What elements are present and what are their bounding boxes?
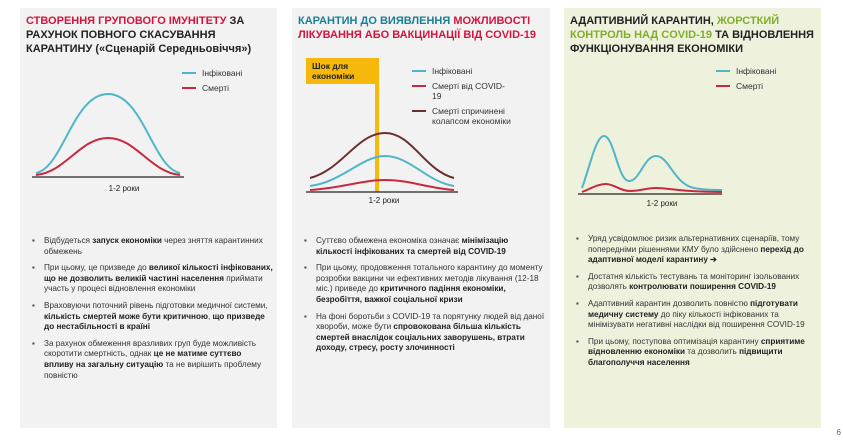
bullet-item: ▪ При цьому, поступова оптимізація карантину сприятиме відновленню економіки та дозволить підвищити благополуччя населення	[574, 337, 818, 369]
x-axis-label: 1-2 роки	[368, 196, 400, 205]
x-axis-label: 1-2 роки	[646, 199, 678, 208]
scenario-panel-quarantine-until-vaccine	[292, 8, 550, 428]
infected-curve	[582, 136, 722, 190]
bullet-item: ▪ На фоні боротьби з COVID-19 та порятунку людей від даної хвороби, може бути спровокована більша кількість смертей внаслідок соціальних заворушень, втрати доходу, стресу, росту злочинності	[302, 312, 546, 354]
scenario-panel-adaptive-quarantine	[564, 8, 821, 428]
panel-title: АДАПТИВНИЙ КАРАНТИН, ЖОРСТКИЙ КОНТРОЛЬ НАД COVID-19 ТА ВІДНОВЛЕННЯ ФУНКЦІОНУВАННЯ ЕКОНОМІКИ	[570, 15, 814, 55]
bullet-item: ▪ Суттєво обмежена економіка означає мінімізацію кількості інфікованих та смертей від COVID-19	[302, 236, 546, 257]
bullet-list	[574, 234, 818, 375]
legend	[182, 68, 274, 98]
panel-title: КАРАНТИН ДО ВИЯВЛЕННЯ МОЖЛИВОСТІ ЛІКУВАННЯ АБО ВАКЦИНАЦІЇ ВІД COVID-19	[298, 15, 536, 41]
panel-title: СТВОРЕННЯ ГРУПОВОГО ІМУНІТЕТУ ЗА РАХУНОК ПОВНОГО СКАСУВАННЯ КАРАНТИНУ («Сценарій Середньовіччя»)	[26, 15, 252, 55]
infected-curve	[310, 156, 454, 186]
legend-item-deaths: Смерті	[182, 83, 274, 93]
legend-item-economy-deaths: Смерті спричинені колапсом економіки	[412, 106, 544, 126]
legend-item-infected: Інфіковані	[182, 68, 274, 78]
scenario-panel-herd-immunity	[20, 8, 277, 428]
deaths-curve	[310, 180, 454, 190]
legend-item-infected: Інфіковані	[716, 66, 816, 76]
deaths-curve	[36, 138, 180, 175]
bullet-item: ▪ Адаптивний карантин дозволить повністю підготувати медичну систему до піку кількості інфікованих та мінімізувати негативні наслідки від поширення COVID-19	[574, 299, 818, 331]
bullet-item: ▪ При цьому, це призведе до великої кількості інфікованих, що не дозволить великій частині населення приймати участь у процесі відновлення економіки	[30, 263, 273, 295]
bullet-item: ▪ При цьому, продовження тотального карантину до моменту розробки вакцини чи ефективних методів лікування (12-18 міс.) приведе до критичного падіння економіки, безробіття, важкої соціальної кризи	[302, 263, 546, 305]
bullet-item: ▪ Достатня кількість тестувань та моніторинг ізольованих дозволять контролювати поширення COVID-19	[574, 272, 818, 293]
bullet-list	[30, 236, 273, 387]
legend-item-covid-deaths: Смерті від COVID-19	[412, 81, 544, 101]
infection-curve-chart	[28, 76, 188, 180]
bullet-item: ▪ Враховуючи поточний рівень підготовки медичної системи, кількість смертей може бути критичною, що призведе до нестабільності в країні	[30, 301, 273, 333]
infection-curve-chart	[574, 126, 724, 198]
bullet-item: ▪ Відбудеться запуск економіки через зняття карантинних обмежень	[30, 236, 273, 257]
legend-item-infected: Інфіковані	[412, 66, 544, 76]
bullet-list	[302, 236, 546, 360]
legend	[412, 66, 544, 131]
bullet-item: ▪ За рахунок обмеження вразливих груп буде можливість скоротити смертність, однак це не матиме суттєво впливу на загальну ситуацію та не вирішить проблему повністю	[30, 339, 273, 381]
x-axis-label: 1-2 роки	[108, 184, 140, 193]
bullet-item: ▪ Уряд усвідомлює ризик альтернативних сценаріїв, тому попередніми рішеннями КМУ було здійснено перехід до адаптивної моделі карантину ➔	[574, 234, 818, 266]
infected-curve	[36, 94, 180, 173]
legend-item-deaths: Смерті	[716, 81, 816, 91]
economic-shock-label: Шок для економіки	[306, 58, 379, 84]
legend	[716, 66, 816, 96]
page-number: 6	[836, 428, 841, 437]
deaths-curve	[582, 184, 722, 192]
